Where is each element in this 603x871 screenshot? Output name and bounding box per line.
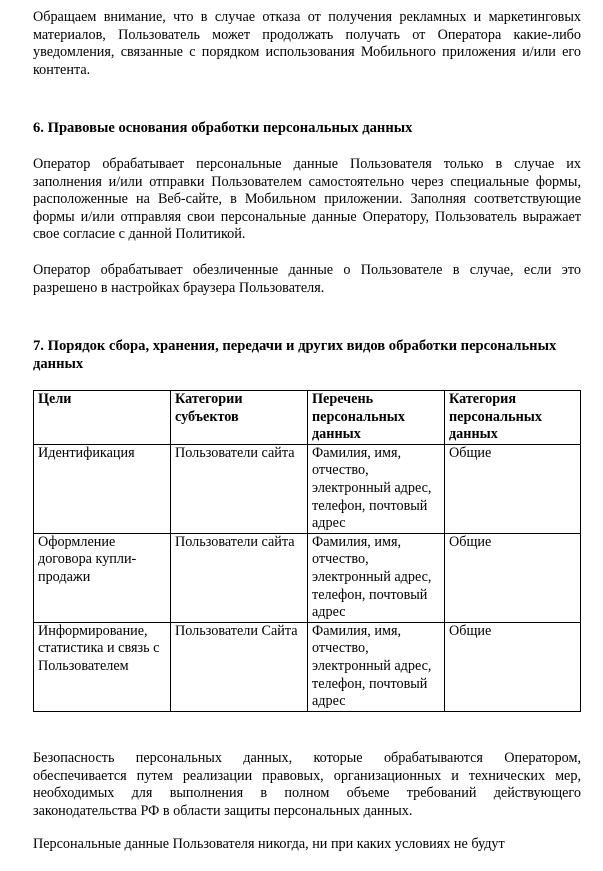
section-6-paragraph-1: Оператор обрабатывает персональные данные Пользователя только в случае их заполнения и/или отправки Пользователем самостоятельно через специальные формы, расположенные на Веб-сайте, в Мобильном приложении. Заполняя соответствующие формы и/или отправляя свои персональные данные Оператору, Пользователь выражает свое согласие с данной Политикой. [33,156,581,242]
security-paragraph: Безопасность персональных данных, которые обрабатываются Оператором, обеспечивается путем реализации правовых, организационных и технических мер, необходимых для выполнения в полном объеме требований действующего законодательства РФ в области защиты персональных данных. [33,750,581,819]
table-cell: Информирование, статистика и связь с Пользователем [34,622,171,711]
table-cell: Пользователи Сайта [171,622,308,711]
header-data-list: Перечень персональных данных [308,391,445,445]
header-goals: Цели [34,391,171,445]
table-cell: Оформление договора купли-продажи [34,533,171,622]
table-cell: Идентификация [34,444,171,533]
table-cell: Фамилия, имя, отчество, электронный адрес, телефон, почтовый адрес [308,622,445,711]
section-6-paragraph-2: Оператор обрабатывает обезличенные данные о Пользователе в случае, если это разрешено в настройках браузера Пользователя. [33,262,581,296]
section-7-heading: 7. Порядок сбора, хранения, передачи и других видов обработки персональных данных [33,338,557,372]
section-6-heading: 6. Правовые основания обработки персональных данных [33,120,413,136]
table-cell: Общие [445,533,581,622]
table-cell: Фамилия, имя, отчество, электронный адрес, телефон, почтовый адрес [308,444,445,533]
table-cell: Пользователи сайта [171,533,308,622]
table-cell: Фамилия, имя, отчество, электронный адрес, телефон, почтовый адрес [308,533,445,622]
table-row [34,622,581,711]
table-cell: Общие [445,444,581,533]
table-header-row [34,391,581,445]
intro-paragraph: Обращаем внимание, что в случае отказа от получения рекламных и маркетинговых материалов, Пользователь может продолжать получать от Оператора какие-либо уведомления, связанные с порядком использования Мобильного приложения и/или его контента. [33,9,581,78]
header-subject-categories: Категории субъектов [171,391,308,445]
table-cell: Общие [445,622,581,711]
personal-data-table [33,390,581,712]
trailing-paragraph: Персональные данные Пользователя никогда, ни при каких условиях не будут [33,836,505,852]
table-row [34,444,581,533]
header-data-category: Категория персональных данных [445,391,581,445]
table-row [34,533,581,622]
table-cell: Пользователи сайта [171,444,308,533]
